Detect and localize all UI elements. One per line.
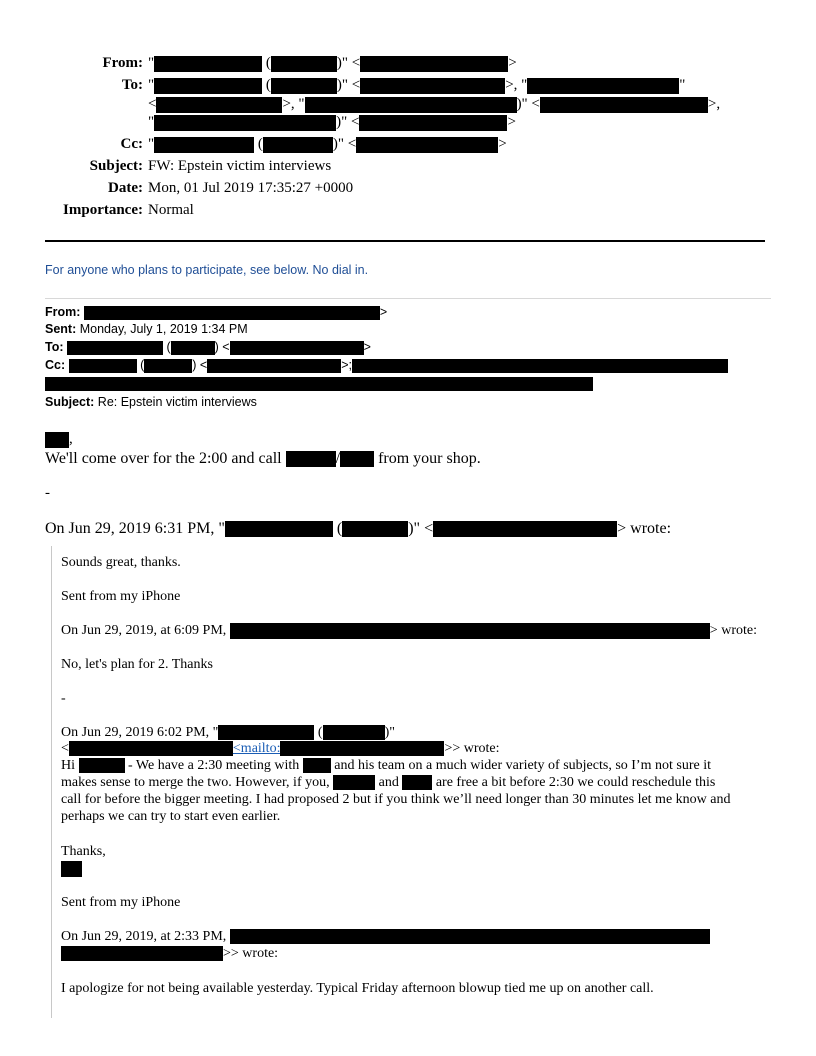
quote-sent-iphone-2: Sent from my iPhone <box>61 895 181 910</box>
subject-label: Subject: <box>89 158 143 174</box>
forward-divider <box>45 298 771 299</box>
fwd-subject-label: Subject: <box>45 395 95 409</box>
redaction <box>154 56 262 72</box>
redaction <box>154 78 262 94</box>
p1-c: makes sense to merge the two. However, if you, <box>61 775 330 790</box>
to-value-line3: " )" < > <box>148 114 516 130</box>
redaction <box>333 775 375 790</box>
mailto-link[interactable]: <mailto: <box>232 741 281 756</box>
on-631-text: On Jun 29, 2019 6:31 PM, " <box>45 520 225 537</box>
redaction <box>360 56 508 72</box>
quote-on-609-line: On Jun 29, 2019, at 6:09 PM, > wrote: <box>61 623 757 638</box>
intro-note: For anyone who plans to participate, see below. No dial in. <box>45 263 369 277</box>
quote-plan-2: No, let's plan for 2. Thanks <box>61 657 213 672</box>
redaction <box>84 306 380 320</box>
redaction <box>69 359 137 373</box>
on-609-text: On Jun 29, 2019, at 6:09 PM, <box>61 623 227 638</box>
p1-and: and <box>378 775 399 790</box>
redaction <box>207 359 341 373</box>
p1-d: are free a bit before 2:30 we could reschedule this <box>435 775 716 790</box>
redaction <box>69 741 233 756</box>
redaction <box>323 725 385 740</box>
reply-text: We'll come over for the 2:00 and call <box>45 450 282 467</box>
quote-p1-line4: perhaps we can try to start even earlier. <box>61 809 281 824</box>
redaction <box>156 97 282 113</box>
quote-apology: I apologize for not being available yesterday. Typical Friday afternoon blowup tied me up on another call. <box>61 981 654 996</box>
header-divider <box>45 240 765 242</box>
to-value-line2: < >, " )" < >, <box>148 96 721 112</box>
redaction <box>433 521 617 537</box>
redaction <box>45 432 69 448</box>
to-label: To: <box>121 77 143 93</box>
cc-value: " ( )" < > <box>148 136 507 152</box>
cc-label: Cc: <box>120 136 143 152</box>
fwd-subject-line <box>45 394 257 411</box>
quote-sent-iphone-1: Sent from my iPhone <box>61 589 181 604</box>
fwd-cc-label: Cc: <box>45 358 66 372</box>
quote-sounds-great: Sounds great, thanks. <box>61 555 181 570</box>
on-631-wrote: wrote: <box>630 520 672 537</box>
quote-p1-line2 <box>61 774 773 792</box>
redaction <box>402 775 432 790</box>
redaction <box>45 377 593 391</box>
redaction <box>230 623 710 639</box>
quote-bar <box>51 546 52 1018</box>
redaction <box>352 359 728 373</box>
fwd-from-label: From: <box>45 305 81 319</box>
on-233-text: On Jun 29, 2019, at 2:33 PM, <box>61 929 227 944</box>
redaction <box>154 137 254 153</box>
quote-on-602-line: On Jun 29, 2019 6:02 PM, " ( )" <box>61 725 395 740</box>
redaction <box>527 78 679 94</box>
quote-thanks: Thanks, <box>61 844 106 859</box>
fwd-from-line: From: > <box>45 305 388 319</box>
reply-text-end: from your shop. <box>378 450 481 467</box>
redaction <box>342 521 408 537</box>
on-609-wrote: wrote: <box>721 623 757 638</box>
redaction <box>61 861 82 877</box>
redaction <box>144 359 192 373</box>
fwd-to-label: To: <box>45 340 64 354</box>
fwd-subject-value: Re: Epstein victim interviews <box>97 395 257 409</box>
redaction <box>79 758 125 773</box>
from-value: " ( )" < > <box>148 55 517 71</box>
subject-value: FW: Epstein victim interviews <box>148 158 332 174</box>
on-631-line: On Jun 29, 2019 6:31 PM, " ( )" < > wrote: <box>45 520 672 537</box>
reply-line: We'll come over for the 2:00 and call / from your shop. <box>45 450 481 467</box>
redaction <box>305 97 517 113</box>
quote-mailto-line: < <mailto: >> wrote: <box>61 741 500 756</box>
on-602-wrote: >> wrote: <box>444 741 500 756</box>
redaction <box>280 741 444 756</box>
redaction <box>356 137 498 153</box>
redaction <box>218 725 314 740</box>
fwd-to-line: To: ( ) < > <box>45 340 371 354</box>
redaction <box>271 56 337 72</box>
redaction <box>230 929 710 944</box>
redaction <box>540 97 708 113</box>
redaction <box>271 78 337 94</box>
redaction <box>263 137 333 153</box>
p1-b: and his team on a much wider variety of subjects, so I’m not sure it <box>334 758 711 773</box>
redaction <box>225 521 333 537</box>
date-value: Mon, 01 Jul 2019 17:35:27 +0000 <box>148 180 354 196</box>
p1-a: - We have a 2:30 meeting with <box>128 758 300 773</box>
quote-p1-line3: call for before the bigger meeting. I had proposed 2 but if you think we’ll need longer than 30 minutes let me know and <box>61 792 731 807</box>
fwd-sent-value: Monday, July 1, 2019 1:34 PM <box>79 322 248 336</box>
redaction <box>340 451 374 467</box>
redaction <box>359 115 507 131</box>
fwd-cc-line: Cc: ( ) < >; <box>45 357 728 374</box>
quote-dash: - <box>61 691 66 706</box>
to-value-line1: " ( )" < >, " " <box>148 77 686 93</box>
quote-on-233-line <box>61 928 710 946</box>
on-602-text: On Jun 29, 2019 6:02 PM, " <box>61 725 219 740</box>
fwd-sent-line <box>45 321 248 338</box>
on-233-wrote: >> wrote: <box>223 946 279 961</box>
reply-dash: - <box>45 485 50 501</box>
importance-value: Normal <box>148 202 194 218</box>
fwd-sent-label: Sent: <box>45 322 77 336</box>
date-label: Date: <box>108 180 143 196</box>
redaction <box>154 115 336 131</box>
redaction <box>67 341 163 355</box>
quote-hi-line <box>61 757 773 775</box>
importance-label: Importance: <box>63 202 143 218</box>
quote-on-233-line2 <box>61 945 278 963</box>
greeting-line: , <box>45 430 73 449</box>
redaction <box>61 946 223 961</box>
hi-text: Hi <box>61 758 75 773</box>
redaction <box>230 341 364 355</box>
redaction <box>286 451 336 467</box>
redaction <box>360 78 505 94</box>
redaction <box>303 758 331 773</box>
redaction <box>171 341 215 355</box>
from-label: From: <box>102 55 143 71</box>
